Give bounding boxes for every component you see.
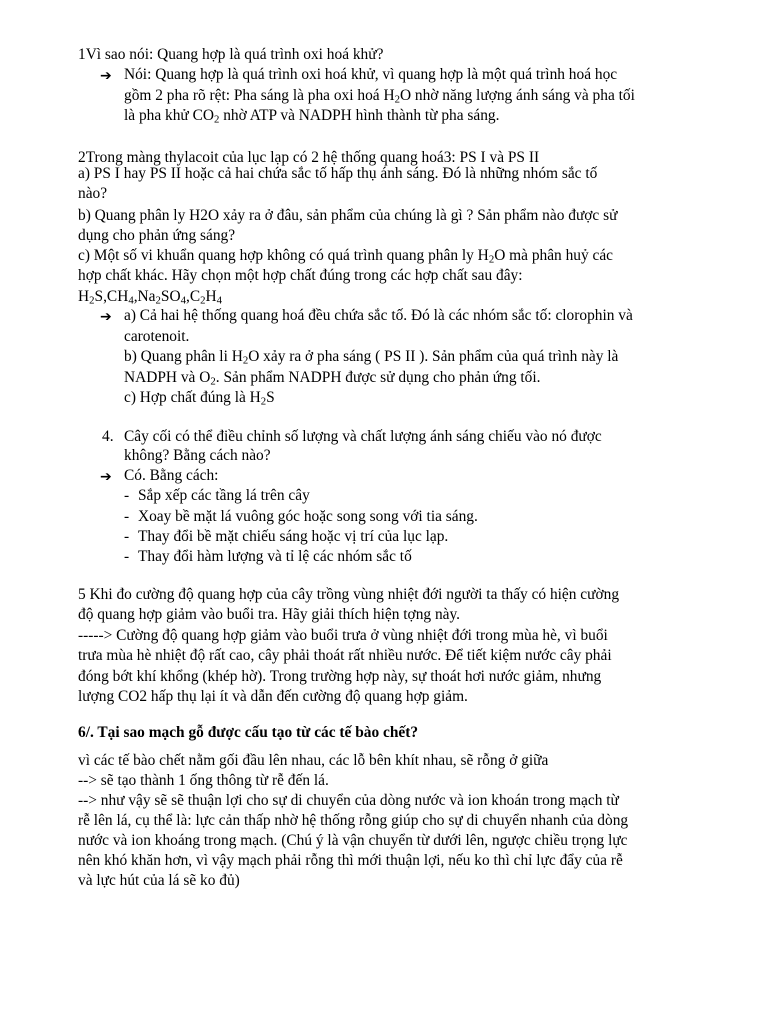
q4-number: 4.: [102, 428, 114, 445]
q4-title: Cây cối có thể điều chỉnh số lượng và chất lượng ánh sáng chiếu vào nó được: [124, 428, 602, 445]
q1-answer-line: Nói: Quang hợp là quá trình oxi hoá khử, vì quang hợp là một quá trình hoá học: [124, 66, 618, 83]
q2-answer-c: c) Hợp chất đúng là $H_2S$: [124, 389, 275, 408]
q2-part-c: c) Một số vi khuẩn quang hợp không có quá trình quang phân ly $H_2O$ mà phân huỷ các: [78, 247, 614, 266]
q2-title: 2Trong màng thylacoit của lục lạp có 2 hệ thống quang hoá3: PS I và PS II: [78, 149, 540, 166]
right-arrow-icon: ➔: [100, 469, 112, 485]
q5-answer: đóng bớt khí khổng (khép hờ). Trong trường hợp này, sự thoát hơi nước giảm, nhưng: [78, 668, 602, 685]
q6-answer: rễ lên lá, cụ thể là: lực cản thấp nhờ hệ thống rỗng giúp cho sự di chuyển nhanh của dòng: [78, 812, 629, 829]
q6-answer: nên khó khăn hơn, vì vậy mạch phải rỗng thì mới thuận lợi, nếu ko thì chỉ lực đẩy của rễ: [78, 852, 623, 869]
q2-answer-a: a) Cả hai hệ thống quang hoá đều chứa sắc tố. Đó là các nhóm sắc tố: clorophin và: [124, 307, 633, 324]
q1-answer-line: gồm 2 pha rõ rệt: Pha sáng là pha oxi hoá $H_2O$ nhờ năng lượng ánh sáng và pha tối: [124, 87, 635, 106]
right-arrow-icon: ➔: [100, 68, 112, 84]
q4-answer: Có. Bằng cách:: [124, 467, 219, 484]
q4-list-item: - Thay đổi hàm lượng và tỉ lệ các nhóm sắc tố: [124, 548, 412, 565]
q5-title: độ quang hợp giảm vào buổi tra. Hãy giải thích hiện tợng này.: [78, 606, 461, 623]
q6-title: 6/. Tại sao mạch gỗ được cấu tạo từ các tế bào chết?: [78, 724, 419, 741]
q2-part-b: dụng cho phản ứng sáng?: [78, 227, 236, 244]
q2-part-b: b) Quang phân ly H2O xảy ra ở đâu, sản phẩm của chúng là gì ? Sản phẩm nào được sử: [78, 207, 618, 224]
q2-part-c: hợp chất khác. Hãy chọn một hợp chất đúng trong các hợp chất sau đây:: [78, 267, 523, 284]
q6-answer: --> như vậy sẽ sẽ thuận lợi cho sự di chuyển của dòng nước và ion khoán trong mạch từ: [78, 792, 619, 809]
q6-answer: vì các tế bào chết nằm gối đầu lên nhau, các lỗ bên khít nhau, sẽ rỗng ở giữa: [78, 752, 549, 769]
q5-answer: lượng CO2 hấp thụ lại ít và dẫn đến cường độ quang hợp giảm.: [78, 688, 468, 705]
q2-answer-a: carotenoit.: [124, 328, 190, 345]
q4-list-item: - Xoay bề mặt lá vuông góc hoặc song song với tia sáng.: [124, 508, 478, 525]
right-arrow-icon: ➔: [100, 309, 112, 325]
q1-title: 1Vì sao nói: Quang hợp là quá trình oxi hoá khử?: [78, 46, 384, 63]
q6-answer: và lực hút của lá sẽ ko đủ): [78, 872, 240, 889]
q2-answer-b: NADPH và $O_2$. Sản phẩm NADPH được sử dụng cho phản ứng tối.: [124, 369, 541, 388]
q5-title: 5 Khi đo cường độ quang hợp của cây trồng vùng nhiệt đới người ta thấy có hiện cường: [78, 586, 620, 603]
q5-answer: -----> Cường độ quang hợp giảm vào buổi trưa ở vùng nhiệt đới trong mùa hè, vì buổi: [78, 627, 608, 644]
q2-compounds: $H_2S,CH_4,Na_2SO_4,C_2H_4$: [78, 288, 222, 307]
q2-answer-b: b) Quang phân li $H_2O$ xảy ra ở pha sáng ( PS II ). Sản phẩm của quá trình này là: [124, 348, 619, 367]
q6-answer: nước và ion khoáng trong mạch. (Chú ý là vận chuyển từ dưới lên, ngược chiều trọng lực: [78, 832, 628, 849]
q4-list-item: - Sắp xếp các tầng lá trên cây: [124, 487, 310, 504]
q2-part-a: a) PS I hay PS II hoặc cả hai chứa sắc tố hấp thụ ánh sáng. Đó là những nhóm sắc tố: [78, 165, 598, 182]
q4-list-item: - Thay đổi bề mặt chiếu sáng hoặc vị trí của lục lạp.: [124, 528, 449, 545]
q2-part-a: nào?: [78, 185, 108, 202]
q1-answer-line: là pha khử $CO_2$ nhờ ATP và NADPH hình thành từ pha sáng.: [124, 107, 500, 126]
q6-answer: --> sẽ tạo thành 1 ống thông từ rễ đến lá.: [78, 772, 329, 789]
q5-answer: trưa mùa hè nhiệt độ rất cao, cây phải thoát rất nhiều nước. Để tiết kiệm nước cây phải: [78, 647, 612, 664]
q4-title: không? Bằng cách nào?: [124, 447, 271, 464]
